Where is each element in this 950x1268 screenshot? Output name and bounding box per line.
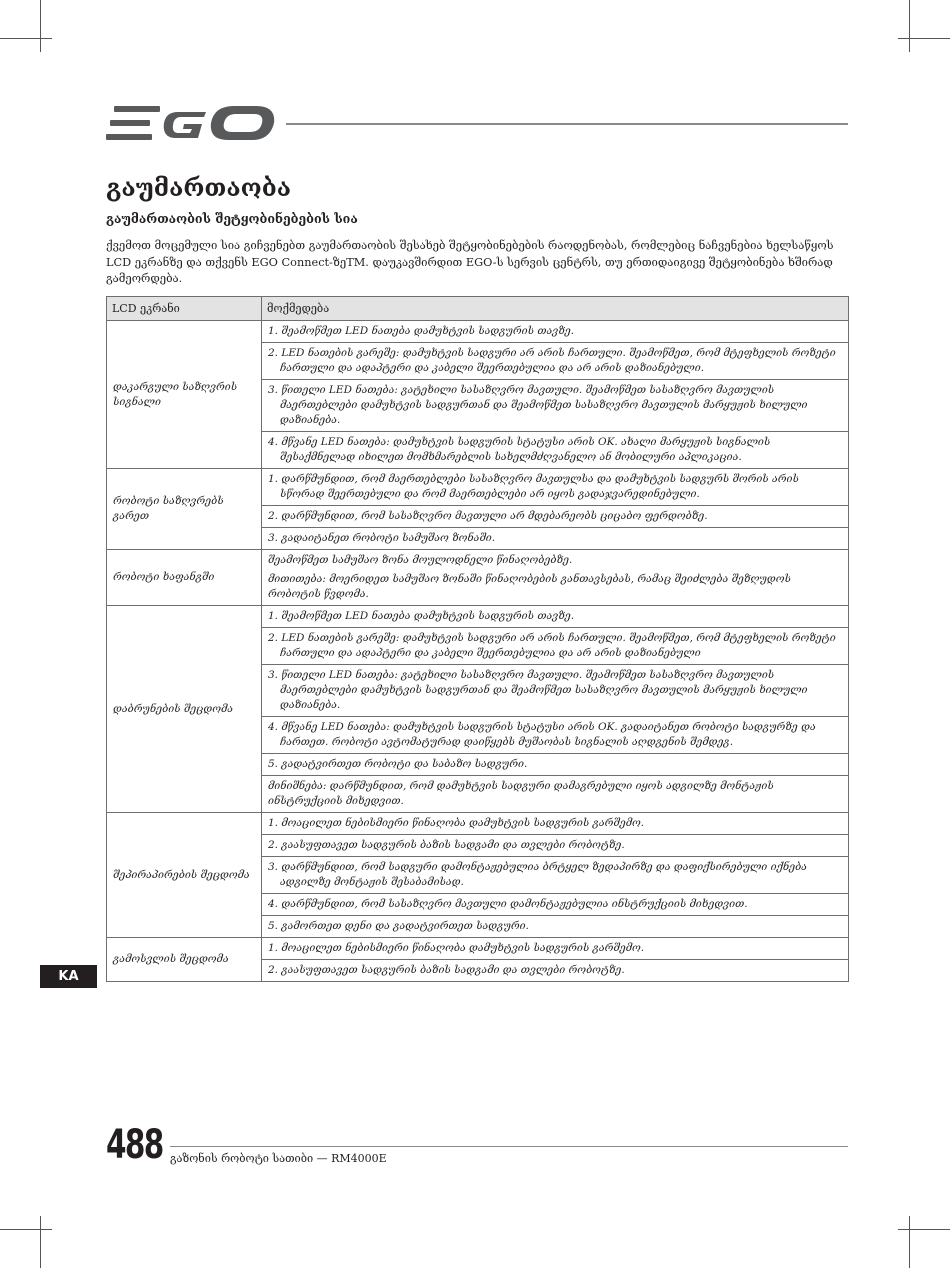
table-row — [107, 321, 849, 343]
header-action: მოქმედება — [262, 297, 849, 321]
action-step: 5. გამორთეთ დენი და გადატვირთეთ სადგური. — [268, 920, 529, 932]
action-step: 4. მწვანე LED ნათება: დამუხტვის სადგურის სტატუსი არის OK. ახალი მარყუჟის სიგნალის შესაქმნელად იხილეთ მომხმარებლის სახელმძღვანელო ან მობილური აპლიკაცია. — [268, 436, 771, 463]
action-step: 2. დარწმუნდით, რომ სასაზღვრო მავთული არ მდებარეობს ციცაბო ფერდობზე. — [268, 510, 708, 522]
footer-rule — [170, 1146, 848, 1147]
action-step: 5. გადატვირთეთ რობოტი და საბაზო სადგური. — [268, 758, 528, 770]
crop-mark — [909, 1216, 910, 1268]
action-step: 2. LED ნათების გარეშე: დამუხტვის სადგური არ არის ჩართული. შეამოწმეთ, რომ მტეფხელის როზეტი ჩართული და ადაპტერი და კაბელი შეერთებულია და არ არის დაზიანებული. — [268, 347, 836, 374]
header-rule — [286, 123, 848, 125]
table-row — [107, 550, 849, 606]
table-row — [107, 469, 849, 506]
intro-paragraph: ქვემოთ მოცემული სია გიჩვენებთ გაუმართაობის შესახებ შეტყობინებების რაოდენობას, რომლებიც ნაჩვენებია ხელსაწყოს LCD ეკრანზე და თქვენს EGO Connect-ზეTM. დაუკავშირდით EGO-ს სერვის ცენტრს, თუ ერთიდაიგივე შეტყობინება ხშირად გამეორდება. — [106, 239, 834, 285]
crop-mark — [40, 0, 41, 52]
action-step: 1. შეამოწმეთ LED ნათება დამუხტვის სადგურის თავზე. — [268, 610, 575, 622]
crop-mark — [898, 1229, 950, 1230]
ego-logo — [106, 104, 276, 144]
action-step: 3. წითელი LED ნათება: გატეხილი სასაზღვრო მავთული. შეამოწმეთ სასაზღვრო მავთულის მაერთებლები დამუხტვის სადგურთან და შეამოწმეთ სასაზღვრო მავთულის მარყუჟის ხილული დაზიანება. — [268, 669, 808, 711]
crop-mark — [0, 1229, 52, 1230]
action-note: მითითება: მოერიდეთ სამუშაო ზონაში წინაღობების განთავსებას, რამაც შეიძლება შეზღუდოს რობოტის წვდომა. — [268, 573, 791, 600]
header-lcd-screen: LCD ეკრანი — [107, 297, 262, 321]
action-step: 2. გაასუფთავეთ სადგურის ბაზის სადგამი და თვლები რობოტზე. — [268, 839, 625, 851]
action-note: მინიშნება: დარწმუნდით, რომ დამუხტვის სადგური დამაგრებული იყოს ადგილზე მონტაჟის ინსტრუქციის მიხედვით. — [268, 780, 774, 807]
table-row — [107, 813, 849, 835]
action-step: 1. დარწმუნდით, რომ მაერთებლები სასაზღვრო მავთულსა და დამუხტვის სადგურს შორის არის სწორად შეერთებული და რომ მაერთებლები არ იყოს გადაჯვარედინებული. — [268, 473, 799, 500]
problem-cell: რობოტი საზღვრებს გარეთ — [107, 469, 262, 550]
problem-cell: შეპირაპირების შეცდომა — [107, 813, 262, 938]
action-step: 1. მოაცილეთ ნებისმიერი წინაღობა დამუხტვის სადგურის გარშემო. — [268, 817, 645, 829]
action-note: შეამოწმეთ სამუშაო ზონა მოულოდნელი წინაღობებზე. — [268, 554, 573, 566]
table-row — [107, 606, 849, 628]
crop-mark — [909, 0, 910, 52]
page-title: გაუმართაობა — [106, 173, 291, 202]
language-tab: KA — [40, 965, 97, 988]
action-step: 1. მოაცილეთ ნებისმიერი წინაღობა დამუხტვის სადგურის გარშემო. — [268, 942, 645, 954]
crop-mark — [0, 38, 52, 39]
action-step: 1. შეამოწმეთ LED ნათება დამუხტვის სადგურის თავზე. — [268, 325, 575, 337]
action-step: 4. დარწმუნდით, რომ სასაზღვრო მავთული დამონტაჟებულია ინსტრუქციის მიხედვით. — [268, 898, 748, 910]
crop-mark — [898, 38, 950, 39]
troubleshooting-table — [106, 296, 849, 982]
problem-cell: დაკარგული საზღვრის სიგნალი — [107, 321, 262, 469]
problem-cell: რობოტი ხაფანგში — [107, 550, 262, 606]
table-row — [107, 938, 849, 960]
section-subtitle: გაუმართაობის შეტყობინებების სია — [106, 211, 358, 226]
footer-text: გაზონის რობოტი სათიბი — RM4000E — [170, 1152, 387, 1165]
action-step: 3. წითელი LED ნათება: გატეხილი სასაზღვრო მავთული. შეამოწმეთ სასაზღვრო მავთულის მაერთებლები დამუხტვის სადგურთან და შეამოწმეთ სასაზღვრო მავთულის მარყუჟის ხილული დაზიანება. — [268, 384, 808, 426]
action-step: 3. დარწმუნდით, რომ სადგური დამონტაჟებულია ბრტყელ ზედაპირზე და დაფიქსირებული იქნება ადგილზე მონტაჟის შესაბამისად. — [268, 861, 807, 888]
action-step: 3. გადაიტანეთ რობოტი სამუშაო ზონაში. — [268, 532, 496, 544]
action-step: 4. მწვანე LED ნათება: დამუხტვის სადგურის სტატუსი არის OK. გადაიტანეთ რობოტი სადგურზე და ჩართეთ. რობოტი ავტომატურად დაიწყებს მუშაობას სიგნალის აღდგენის შემდეგ. — [268, 721, 816, 748]
action-step: 2. LED ნათების გარეშე: დამუხტვის სადგური არ არის ჩართული. შეამოწმეთ, რომ მტეფხელის როზეტი ჩართული და ადაპტერი და კაბელი შეერთებულია და არ არის დაზიანებული — [268, 632, 836, 659]
page-number: 488 — [106, 1122, 163, 1168]
crop-mark — [40, 1216, 41, 1268]
problem-cell: დაბრუნების შეცდომა — [107, 606, 262, 813]
problem-cell: გამოსვლის შეცდომა — [107, 938, 262, 982]
table-header-row — [107, 297, 849, 321]
action-step: 2. გაასუფთავეთ სადგურის ბაზის სადგამი და თვლები რობოტზე. — [268, 964, 625, 976]
